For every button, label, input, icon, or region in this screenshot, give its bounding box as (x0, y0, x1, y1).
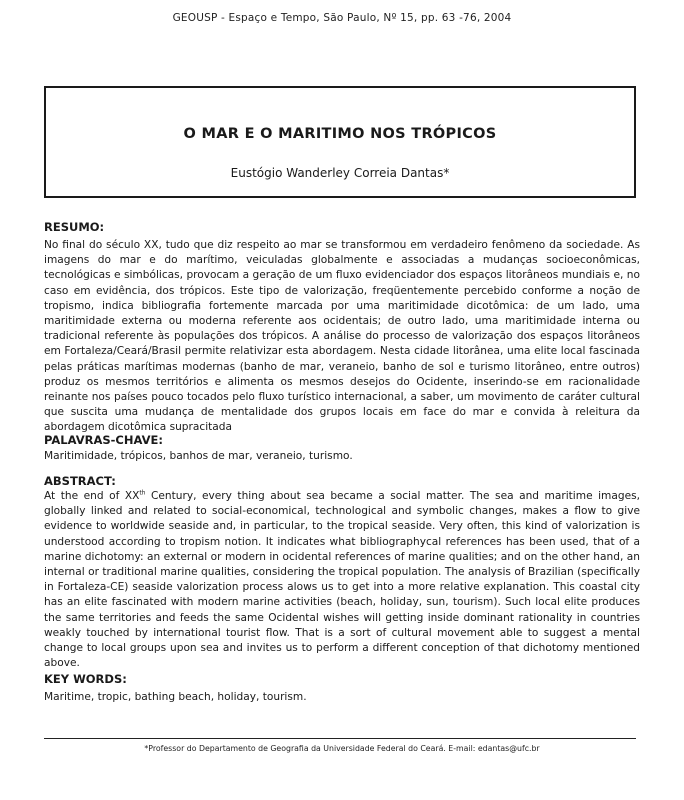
abstract-text-start: At the end of XX (44, 490, 140, 502)
journal-header: GEOUSP - Espaço e Tempo, São Paulo, Nº 15, pp. 63 -76, 2004 (172, 12, 512, 24)
title-box (44, 86, 636, 198)
abstract-text-rest: Century, every thing about sea became a social matter. The sea and maritime images, globally linked and related to social-economical, technological and symbolic changes, makes a flow to give evidence to worldwide seaside and, in particular, to the tropical seaside. Very often, this kind of valorization is understood according to tropism notion. It indicates what bibliographycal references has been used, that of a marine dichotomy: an external or modern in ocidental references of marine qualities; and on the other hand, an internal or traditional marine qualities, considering the tropical population. The analysis of Brazilian (specifically in Fortaleza-CE) seaside valorization process alows us to get into a more relative explanation. This coastal city has an elite fascinated with modern marine activities (beach, holiday, sun, tourism). Such local elite produces the same territories and feeds the same Ocidental wishes will getting inside dominant rationality in countries weakly touched by international tourist flow. That is a sort of cultural movement able to suggest a mental change to local groups upon sea and invites us to perform a different conception of that dichotomy mentioned above. (44, 490, 640, 670)
author-name: Eustógio Wanderley Correia Dantas* (230, 166, 450, 180)
abstract-superscript: th (139, 489, 146, 497)
palavras-chave-text: Maritimidade, trópicos, banhos de mar, veraneio, turismo. (44, 450, 353, 462)
resumo-text: No final do século XX, tudo que diz respeito ao mar se transformou em verdadeiro fenômeno da sociedade. As imagens do mar e do marítimo, veiculadas globalmente e associadas a mudanças socioeconômicas, tecnológicas e simbólicas, provocam a geração de um fluxo evidenciador dos espaços litorâneos mundiais e, no caso em evidência, dos trópicos. Este tipo de valorização, freqüentemente percebido conforme a noção de tropismo, indica bibliografia fortemente marcada por uma maritimidade dicotômica: de um lado, uma maritimidade externa ou moderna referente aos ocidentais; de outro lado, uma maritimidade interna ou tradicional referente às populações dos trópicos. A análise do processo de valorização dos espaços litorâneos em Fortaleza/Ceará/Brasil permite relativizar esta abordagem. Nesta cidade litorânea, uma elite local fascinada pelas práticas marítimas modernas (banho de mar, veraneio, banho de sol e turismo litorâneo, entre outros) produz os mesmos territórios e alimenta os mesmos desejos do Ocidente, inserindo-se em racionalidade reinante nos países pouco tocados pelo fluxo turístico internacional, a saber, um movimento de caráter cultural que suscita uma mudança de mentalidade dos grupos locais em face do mar e convida à releitura da abordagem dicotômica supracitada (44, 239, 640, 434)
author-footnote: *Professor do Departamento de Geografia da Universidade Federal do Ceará. E-mail: edantas@ufc.br (144, 744, 540, 753)
key-words-text: Maritime, tropic, bathing beach, holiday, tourism. (44, 691, 307, 703)
resumo-heading: RESUMO: (44, 220, 105, 234)
abstract-heading: ABSTRACT: (44, 474, 116, 488)
article-title: O MAR E O MARITIMO NOS TRÓPICOS (183, 126, 497, 142)
palavras-chave-heading: PALAVRAS-CHAVE: (44, 433, 163, 447)
abstract-text (44, 489, 640, 671)
key-words-heading: KEY WORDS: (44, 672, 127, 686)
footnote-divider (44, 738, 636, 739)
